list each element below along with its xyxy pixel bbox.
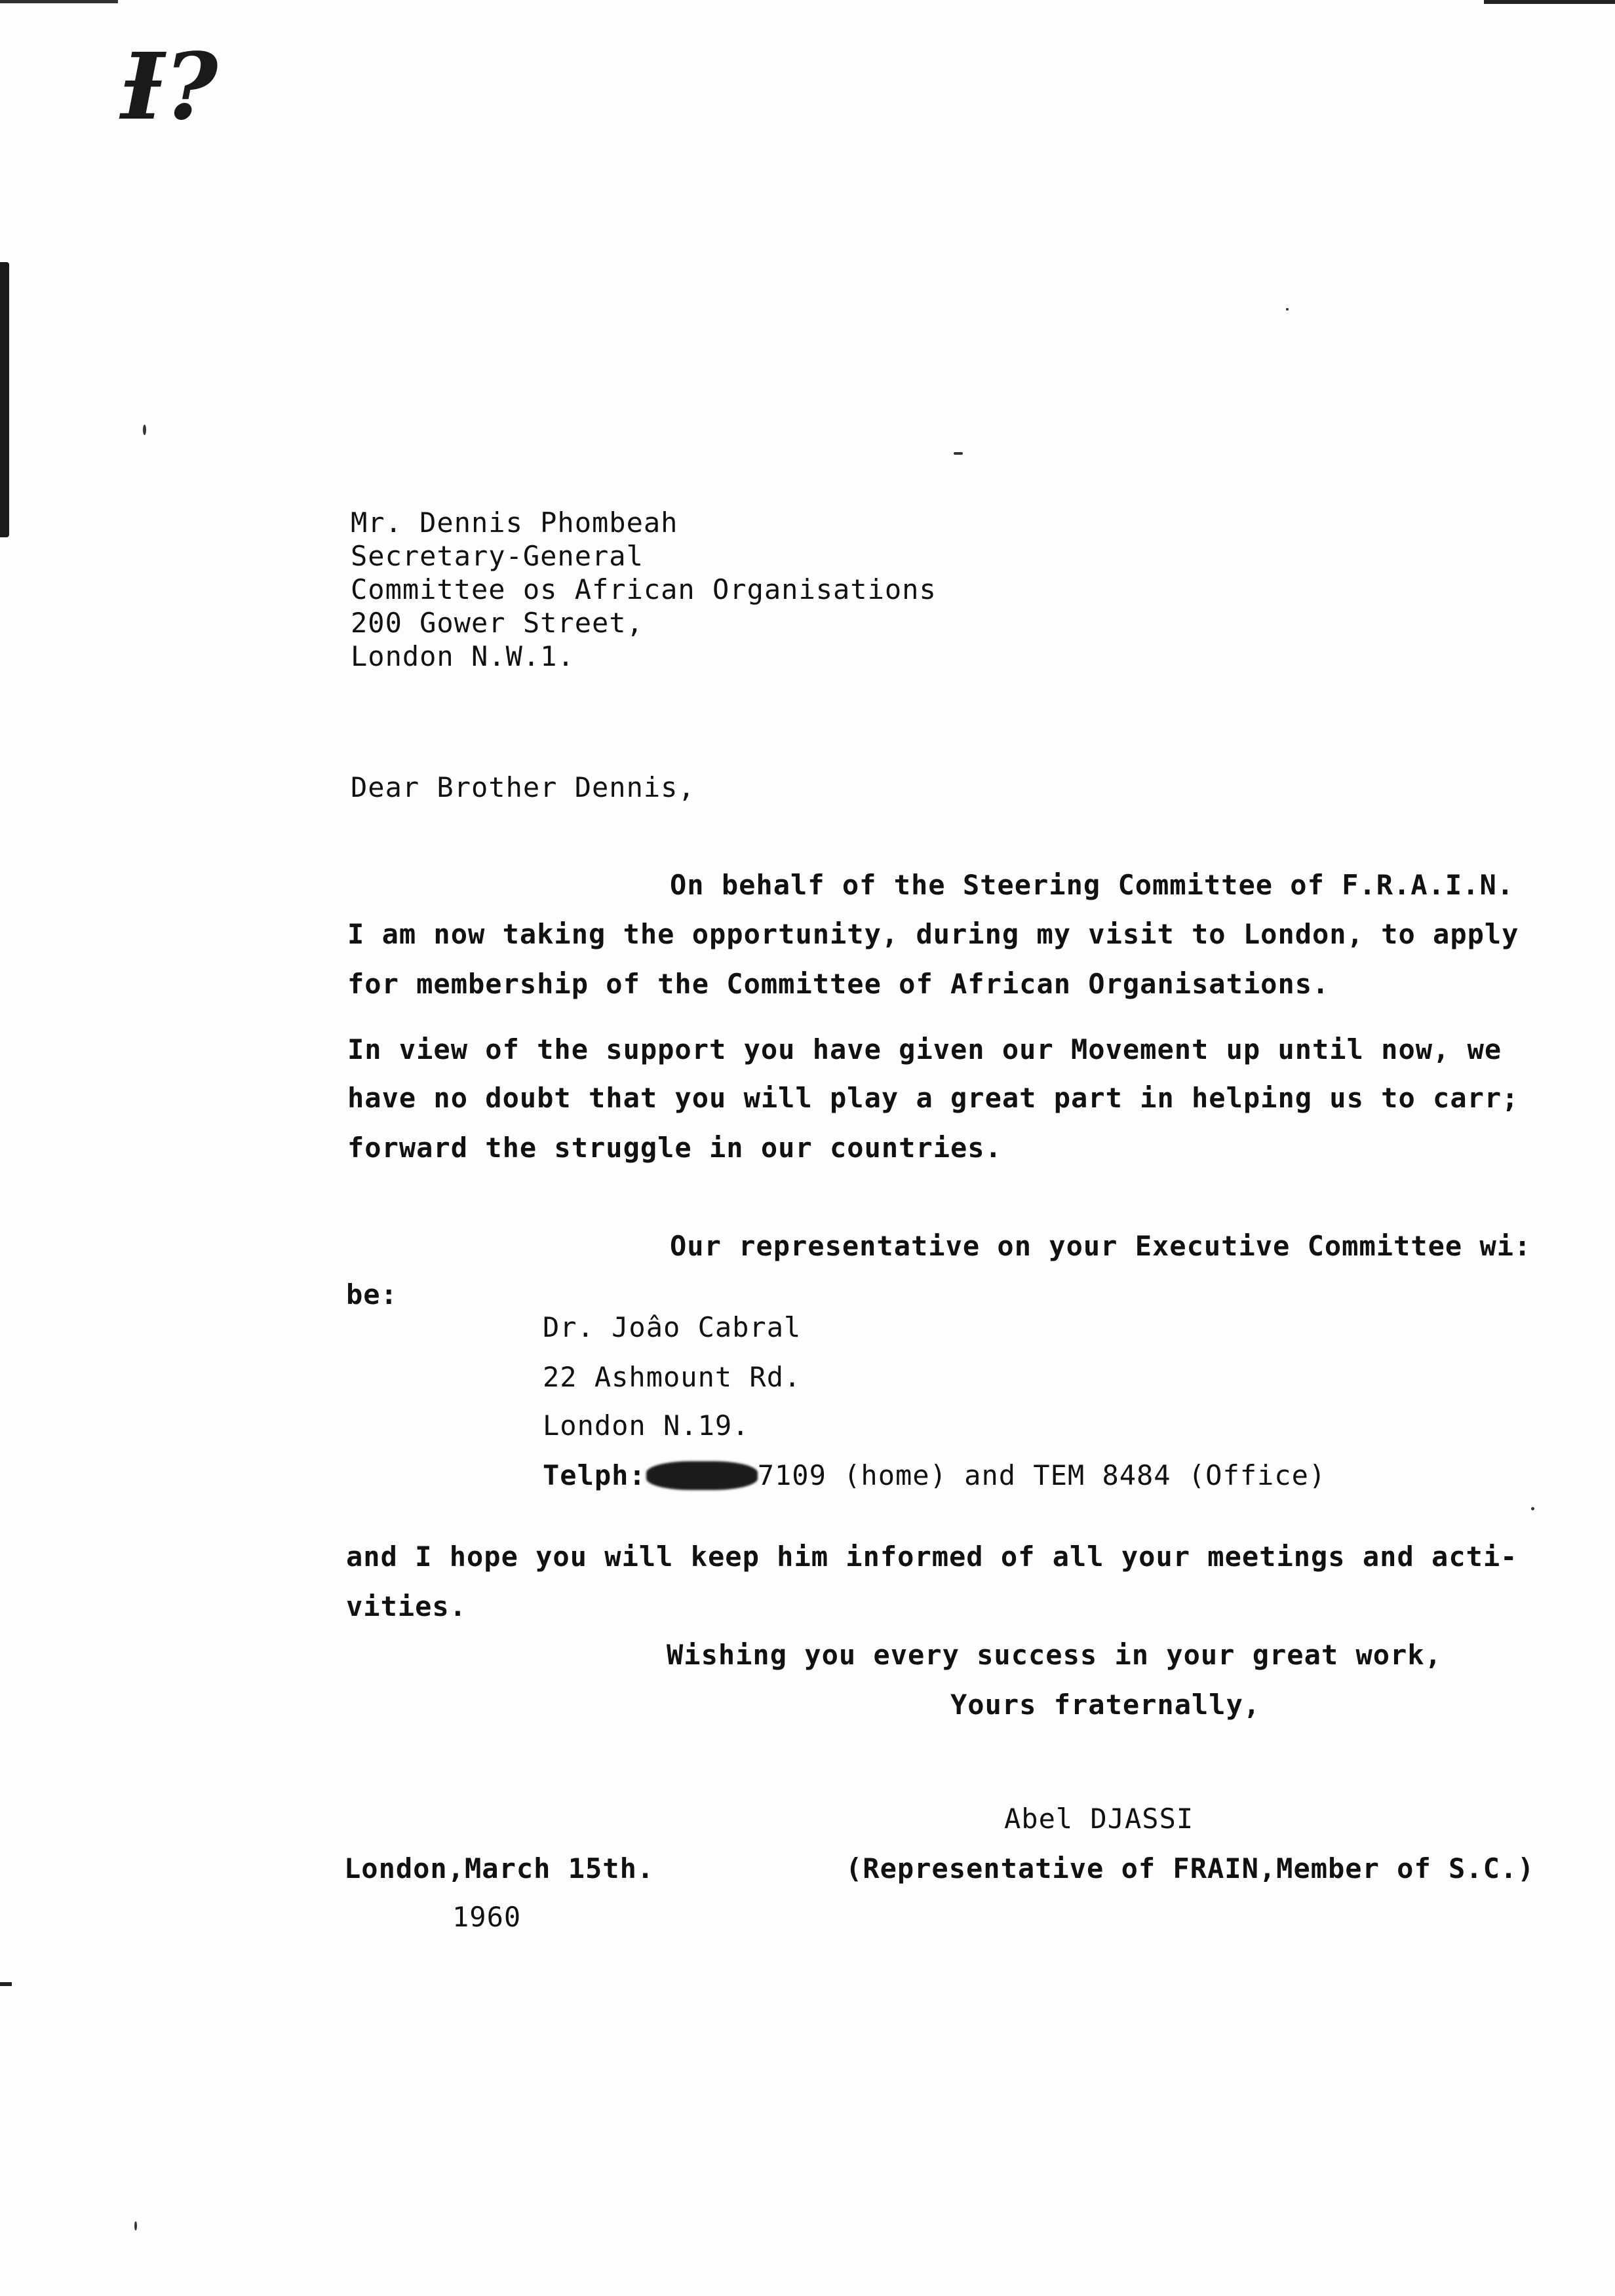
- representative-city: London N.19.: [543, 1409, 750, 1442]
- signature-name: Abel DJASSI: [1004, 1803, 1194, 1835]
- scan-edge-top-left: [0, 0, 118, 3]
- body-paragraph-1-line-1: On behalf of the Steering Committee of F.R.A.I.N.: [670, 869, 1515, 901]
- body-paragraph-2-line-1: In view of the support you have given our Movement up until now, we: [347, 1033, 1502, 1065]
- closing-line-2: vities.: [346, 1590, 467, 1622]
- phone-numbers: 7109 (home) and TEM 8484 (Office): [757, 1459, 1327, 1491]
- recipient-city: London N.W.1.: [351, 640, 575, 672]
- phone-label: Telph:: [543, 1459, 646, 1491]
- closing-sign-off: Yours fraternally,: [950, 1689, 1261, 1721]
- recipient-street: 200 Gower Street,: [351, 607, 644, 639]
- recipient-title: Secretary-General: [351, 540, 644, 572]
- scan-speck: [143, 425, 146, 435]
- scan-speck: [134, 2221, 137, 2230]
- recipient-organisation: Committee os African Organisations: [351, 573, 937, 605]
- representative-name: Dr. Joâo Cabral: [543, 1311, 802, 1343]
- body-paragraph-3-line-2: be:: [346, 1278, 398, 1311]
- place-date-year: 1960: [452, 1901, 522, 1933]
- closing-wish: Wishing you every success in your great work,: [667, 1639, 1442, 1671]
- body-paragraph-1-line-3: for membership of the Committee of African Organisations.: [347, 968, 1330, 1000]
- redaction-mark: [646, 1461, 758, 1490]
- recipient-name: Mr. Dennis Phombeah: [351, 507, 678, 539]
- scan-speck: [1531, 1507, 1534, 1510]
- place-date-line-1: London,March 15th.: [344, 1852, 655, 1885]
- signature-role: (Representative of FRAIN,Member of S.C.): [846, 1852, 1535, 1885]
- body-paragraph-2-line-2: have no doubt that you will play a great part in helping us to carr;: [347, 1082, 1519, 1114]
- scan-speck: [954, 452, 963, 455]
- body-paragraph-1-line-2: I am now taking the opportunity, during my visit to London, to apply: [347, 918, 1519, 950]
- scan-speck: [1286, 308, 1289, 311]
- representative-street: 22 Ashmount Rd.: [543, 1361, 802, 1393]
- representative-phone: [543, 1459, 1326, 1493]
- closing-line-1: and I hope you will keep him informed of all your meetings and acti-: [346, 1540, 1518, 1573]
- scan-edge-left: [0, 262, 9, 537]
- salutation: Dear Brother Dennis,: [351, 771, 695, 803]
- handwritten-mark: Ɨ?: [121, 33, 218, 141]
- body-paragraph-2-line-3: forward the struggle in our countries.: [347, 1132, 1002, 1164]
- body-paragraph-3-line-1: Our representative on your Executive Committee wi:: [670, 1230, 1532, 1262]
- scan-edge-tick: [0, 1982, 12, 1986]
- scan-edge-top-right: [1484, 0, 1615, 4]
